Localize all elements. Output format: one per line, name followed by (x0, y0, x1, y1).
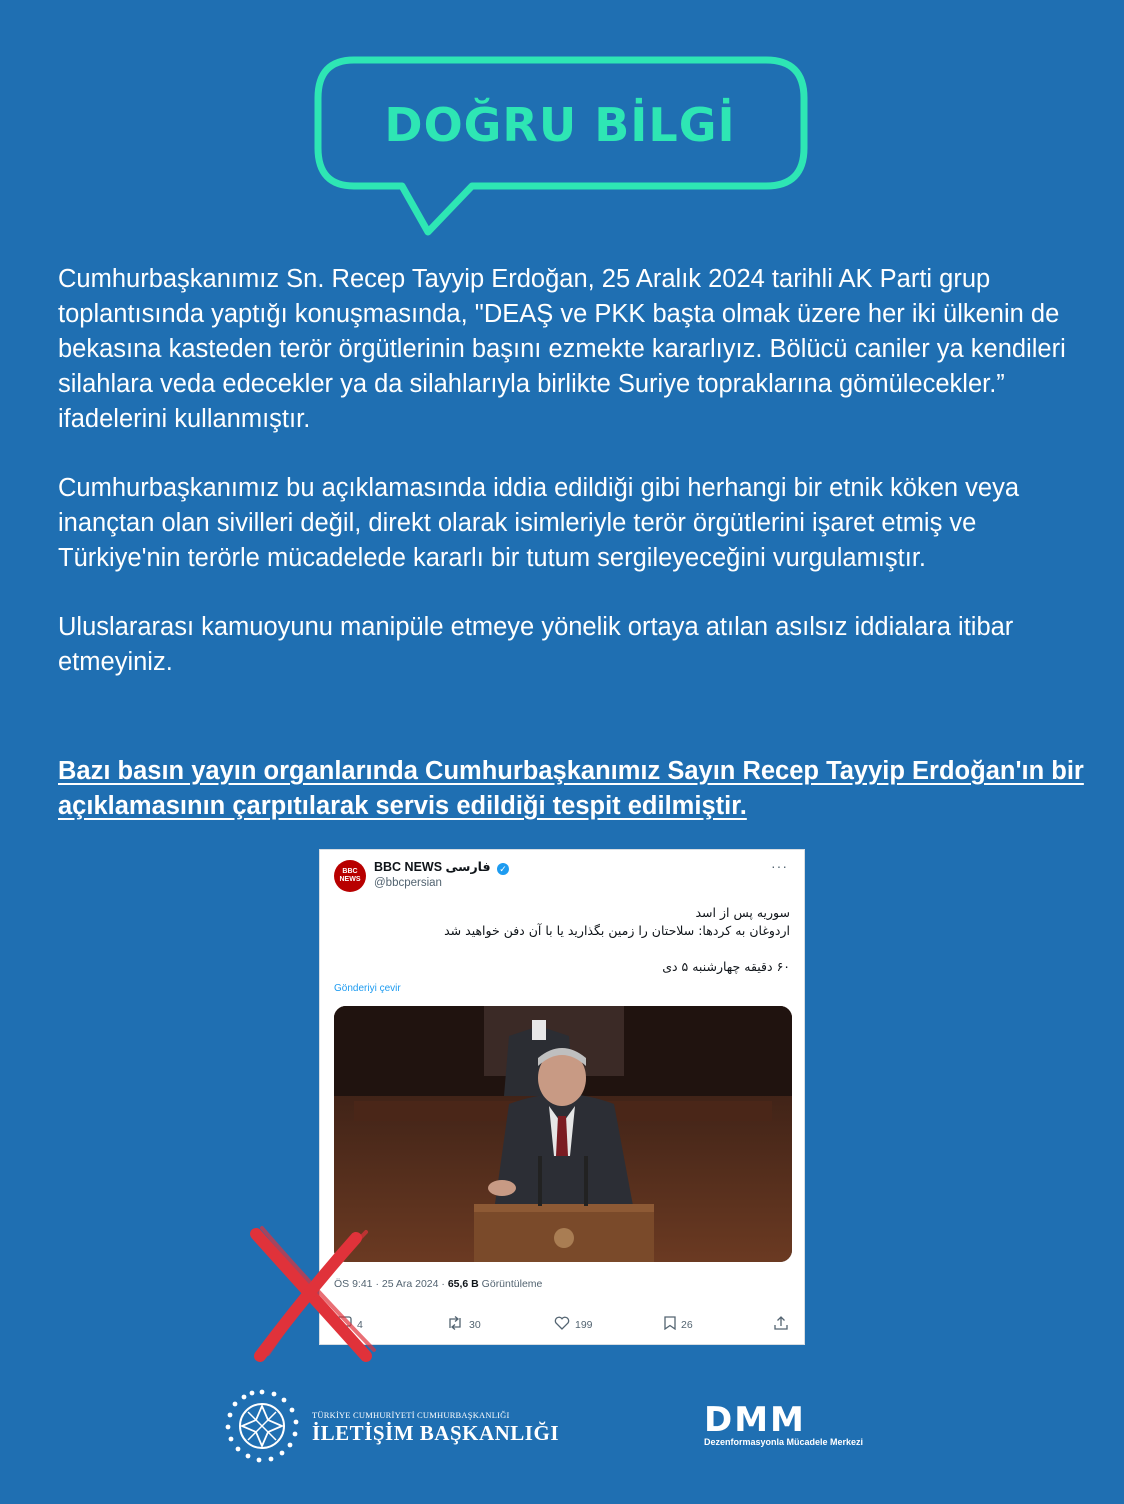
speaker-at-podium-image (334, 1006, 792, 1262)
share-icon (774, 1316, 788, 1333)
dmm-subtitle: Dezenformasyonla Mücadele Merkezi (704, 1437, 864, 1447)
paragraph-statement: Cumhurbaşkanımız Sn. Recep Tayyip Erdoğan, 25 Aralık 2024 tarihli AK Parti grup toplantısında yaptığı konuşmasında, "DEAŞ ve PKK başta olmak üzere her iki ülkenin de bekasına kasteden terör örgütlerinin başını ezmekte kararlıyız. Bölücü caniler ya kendileri silahlara veda edecekler ya da silahlarıyla birlikte Suriye topraklarına gömülecekler.” ifadelerini kullanmıştır. (58, 265, 1066, 433)
tweet-actions (334, 1316, 794, 1336)
org-title: İLETİŞİM BAŞKANLIĞI (312, 1421, 559, 1445)
paragraph-clarification: Cumhurbaşkanımız bu açıklamasında iddia edildiği gibi herhangi bir etnik köken veya inançtan olan sivilleri değil, direkt olarak isimleriyle terör örgütlerini işaret etmiş ve Türkiye'nin terörle mücadelede kararlı bir tutum sergileyeceğini vurgulamıştır. (58, 474, 1020, 572)
dmm-logo (704, 1400, 864, 1447)
bookmark-icon (664, 1316, 676, 1333)
heart-icon (554, 1316, 570, 1333)
tweet-author-name[interactable] (374, 859, 509, 875)
retweet-icon (446, 1316, 464, 1333)
dmm-wordmark: DMM (704, 1400, 806, 1440)
body-text (58, 262, 1070, 714)
bookmark-button[interactable] (664, 1316, 693, 1333)
retweet-button[interactable] (446, 1316, 481, 1333)
tweet-time[interactable]: ÖS 9:41 · 25 Ara 2024 · (334, 1278, 448, 1290)
share-button[interactable] (774, 1316, 788, 1333)
iletisim-emblem-logo (224, 1388, 300, 1464)
paragraph-warning-public: Uluslararası kamuoyunu manipüle etmeye yönelik ortaya atılan asılsız iddialara itibar etmeyiniz. (58, 613, 1014, 676)
translate-link[interactable]: Gönderiyi çevir (334, 983, 401, 994)
tweet-line: اردوغان به کردها: سلاحتان را زمین بگذارید یا با آن دفن خواهید شد (444, 923, 790, 938)
tweet-video[interactable] (334, 1006, 792, 1262)
tweet-views-count: 65,6 B (447, 1278, 479, 1290)
tweet-line: ۶۰ دقیقه چهارشنبه ۵ دی (662, 959, 790, 974)
bbc-avatar[interactable]: BBC NEWS (334, 860, 366, 892)
distortion-warning: Bazı basın yayın organlarında Cumhurbaşkanımız Sayın Recep Tayyip Erdoğan'ın bir açıklamasının çarpıtılarak servis edildiği tespit edilmiştir. (58, 757, 1084, 820)
like-button[interactable] (554, 1316, 593, 1333)
tweet-author-label: BBC NEWS فارسی (374, 860, 491, 874)
tweet-views-label: Görüntüleme (478, 1278, 543, 1290)
tweet-card (320, 850, 804, 1344)
tweet-line: سوریه پس از اسد (695, 905, 790, 920)
retweet-count: 30 (469, 1318, 481, 1331)
speech-bubble (310, 52, 810, 242)
iletisim-baskanligi-logo (312, 1410, 559, 1445)
like-count: 199 (575, 1318, 593, 1331)
verified-badge-icon: ✓ (497, 863, 509, 875)
org-subtitle: TÜRKİYE CUMHURİYETİ CUMHURBAŞKANLIĞI (312, 1410, 510, 1420)
reply-count: 4 (357, 1318, 363, 1331)
tweet-handle[interactable]: @bbcpersian (374, 877, 442, 889)
more-options-icon[interactable]: ··· (771, 858, 788, 874)
red-cross-icon (238, 1214, 388, 1364)
tweet-text (334, 904, 790, 976)
page-title: DOĞRU BİLGİ (384, 98, 736, 152)
tweet-line (334, 940, 790, 958)
bookmark-count: 26 (681, 1318, 693, 1331)
